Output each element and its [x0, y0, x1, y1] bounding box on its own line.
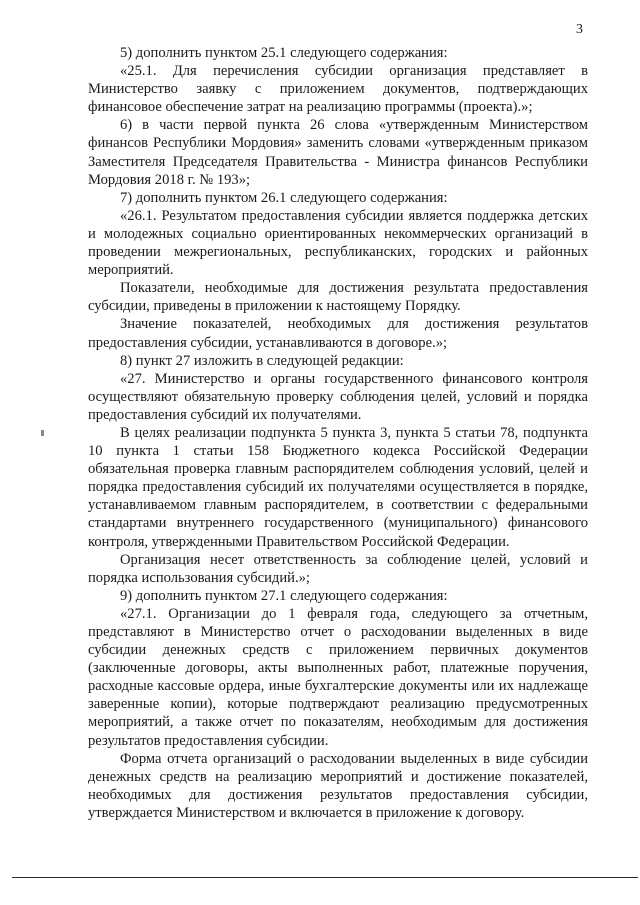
paragraph-clause-27-1: «27.1. Организации до 1 февраля года, следующего за отчетным, представляют в Министерство отчет о расходовании выделенных в виде субсидии денежных средств с приложением первичных документов (заключенные договоры, акты выполненных работ, платежные поручения, расходные кассовые ордера, иные бухгалтерские документы или их надлежаще заверенные копии), которые подтверждают реализацию предусмотренных мероприятий, а также отчет по показателям, необходимым для достижения результатов предоставления субсидии.: [88, 605, 588, 749]
paragraph-item-7: 7) дополнить пунктом 26.1 следующего содержания:: [120, 189, 448, 206]
paragraph-item-6: 6) в части первой пункта 26 слова «утвержденным Министерством финансов Республики Мордовия» заменить словами «утвержденным приказом Заместителя Председателя Правительства - Министра финансов Республики Мордовия 2018 г. № 193»;: [88, 117, 588, 188]
paragraph-report-form: Форма отчета организаций о расходовании выделенных в виде субсидии денежных средств на реализацию мероприятий и достижение показателей, необходимых для достижения результатов предоставления субсидии, утверждается Министерством и включается в приложение к договору.: [88, 750, 588, 821]
paragraph-item-9: 9) дополнить пунктом 27.1 следующего содержания:: [120, 587, 448, 604]
paragraph-clause-25-1: «25.1. Для перечисления субсидии организация представляет в Министерство заявку с приложением документов, подтверждающих финансовое обеспечение затрат на реализацию программы (проекта).»;: [88, 63, 588, 116]
paragraph-item-5: 5) дополнить пунктом 25.1 следующего содержания:: [120, 45, 448, 61]
margin-mark: [41, 430, 44, 436]
paragraph-clause-26-1: «26.1. Результатом предоставления субсидии является поддержка детских и молодежных социально ориентированных некоммерческих организаций в проведении межрегиональных, республиканских, городских и районных мероприятий.: [88, 207, 588, 279]
document-body: [88, 44, 588, 822]
paragraph-clause-27: «27. Министерство и органы государственного финансового контроля осуществляют обязательную проверку соблюдения целей, условий и порядка предоставления субсидий их получателями.: [88, 370, 588, 423]
paragraph-indicators: Показатели, необходимые для достижения результата предоставления субсидии, приведены в приложении к настоящему Порядку.: [88, 280, 588, 315]
page-number: 3: [576, 22, 583, 37]
paragraph-item-8: 8) пункт 27 изложить в следующей редакции:: [120, 352, 404, 369]
paragraph-indicator-values: Значение показателей, необходимых для достижения результатов предоставления субсидии, устанавливаются в договоре.»;: [88, 316, 588, 351]
paragraph-budget-code: В целях реализации подпункта 5 пункта 3, пункта 5 статьи 78, подпункта 10 пункта 1 статьи 158 Бюджетного кодекса Российской Федерации обязательная проверка главным распорядителем соблюдения условий, целей и порядка предоставления субсидий их получателями осуществляется в порядке, устанавливаемом главным распорядителем, в соответствии с федеральными стандартами внутреннего государственного (муниципального) финансового контроля, утвержденными Правительством Российской Федерации.: [88, 424, 588, 550]
footer-rule: [12, 877, 638, 878]
paragraph-responsibility: Организация несет ответственность за соблюдение целей, условий и порядка использования субсидий.»;: [88, 551, 588, 586]
